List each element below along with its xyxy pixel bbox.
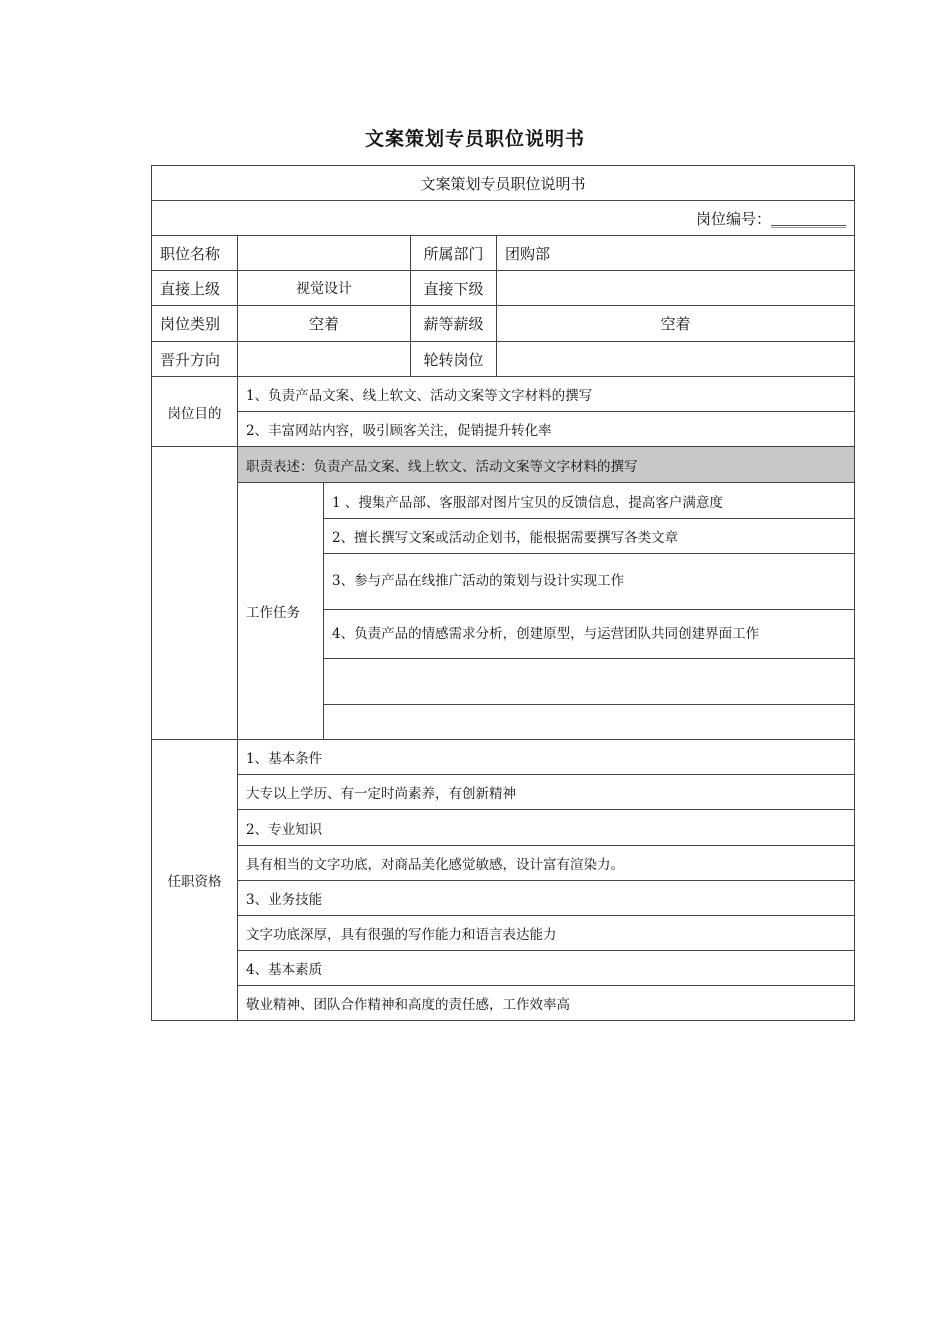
category-value: 空着 (238, 306, 411, 342)
tasks-label: 工作任务 (238, 483, 324, 740)
qualification-item: 1、基本条件 (238, 740, 855, 775)
position-number-label: 岗位编号： (696, 209, 772, 228)
qualification-row (152, 881, 855, 916)
purpose-row (152, 377, 855, 412)
subordinate-value (497, 271, 855, 306)
qualification-row (152, 986, 855, 1021)
qualification-item: 2、专业知识 (238, 810, 855, 846)
table-header-row (152, 166, 855, 201)
task-row (152, 483, 855, 519)
table-header: 文案策划专员职位说明书 (152, 166, 855, 201)
qualification-row (152, 740, 855, 775)
purpose-row (152, 412, 855, 447)
task-item (324, 705, 855, 740)
qualifications-label: 任职资格 (152, 740, 238, 1021)
qualification-item: 敬业精神、团队合作精神和高度的责任感，工作效率高 (238, 986, 855, 1021)
qualification-item: 具有相当的文字功底，对商品美化感觉敏感，设计富有渲染力。 (238, 846, 855, 881)
category-label: 岗位类别 (152, 306, 238, 342)
duties-side-cell (152, 447, 238, 740)
department-label: 所属部门 (411, 236, 497, 271)
rotation-label: 轮转岗位 (411, 342, 497, 377)
job-description-table (151, 165, 855, 1021)
qualification-item: 3、业务技能 (238, 881, 855, 916)
qualification-row (152, 916, 855, 951)
qualification-row (152, 775, 855, 810)
department-value: 团购部 (497, 236, 855, 271)
subordinate-label: 直接下级 (411, 271, 497, 306)
basic-info-row (152, 271, 855, 306)
purpose-label: 岗位目的 (152, 377, 238, 447)
position-number (152, 201, 855, 236)
superior-value: 视觉设计 (238, 271, 411, 306)
basic-info-row (152, 306, 855, 342)
purpose-item: 2、丰富网站内容，吸引顾客关注，促销提升转化率 (238, 412, 855, 447)
position-number-value: __________ (771, 209, 847, 228)
task-item: 1 、搜集产品部、客服部对图片宝贝的反馈信息，提高客户满意度 (324, 483, 855, 519)
position-number-row (152, 201, 855, 236)
duty-summary: 职责表述：负责产品文案、线上软文、活动文案等文字材料的撰写 (238, 447, 855, 483)
salary-value: 空着 (497, 306, 855, 342)
qualification-row (152, 810, 855, 846)
basic-info-row (152, 342, 855, 377)
task-item: 3、参与产品在线推广活动的策划与设计实现工作 (324, 554, 855, 610)
promotion-value (238, 342, 411, 377)
task-item: 4、负责产品的情感需求分析，创建原型，与运营团队共同创建界面工作 (324, 610, 855, 659)
rotation-value (497, 342, 855, 377)
qualification-item: 文字功底深厚，具有很强的写作能力和语言表达能力 (238, 916, 855, 951)
qualification-item: 4、基本素质 (238, 951, 855, 986)
salary-label: 薪等薪级 (411, 306, 497, 342)
job-name-label: 职位名称 (152, 236, 238, 271)
basic-info-row (152, 236, 855, 271)
job-name-value (238, 236, 411, 271)
superior-label: 直接上级 (152, 271, 238, 306)
task-item: 2、擅长撰写文案或活动企划书，能根据需要撰写各类文章 (324, 519, 855, 554)
task-item (324, 659, 855, 705)
promotion-label: 晋升方向 (152, 342, 238, 377)
document-title: 文案策划专员职位说明书 (364, 128, 585, 150)
duty-summary-row (152, 447, 855, 483)
qualification-item: 大专以上学历、有一定时尚素养，有创新精神 (238, 775, 855, 810)
qualification-row (152, 846, 855, 881)
purpose-item: 1、负责产品文案、线上软文、活动文案等文字材料的撰写 (238, 377, 855, 412)
qualification-row (152, 951, 855, 986)
